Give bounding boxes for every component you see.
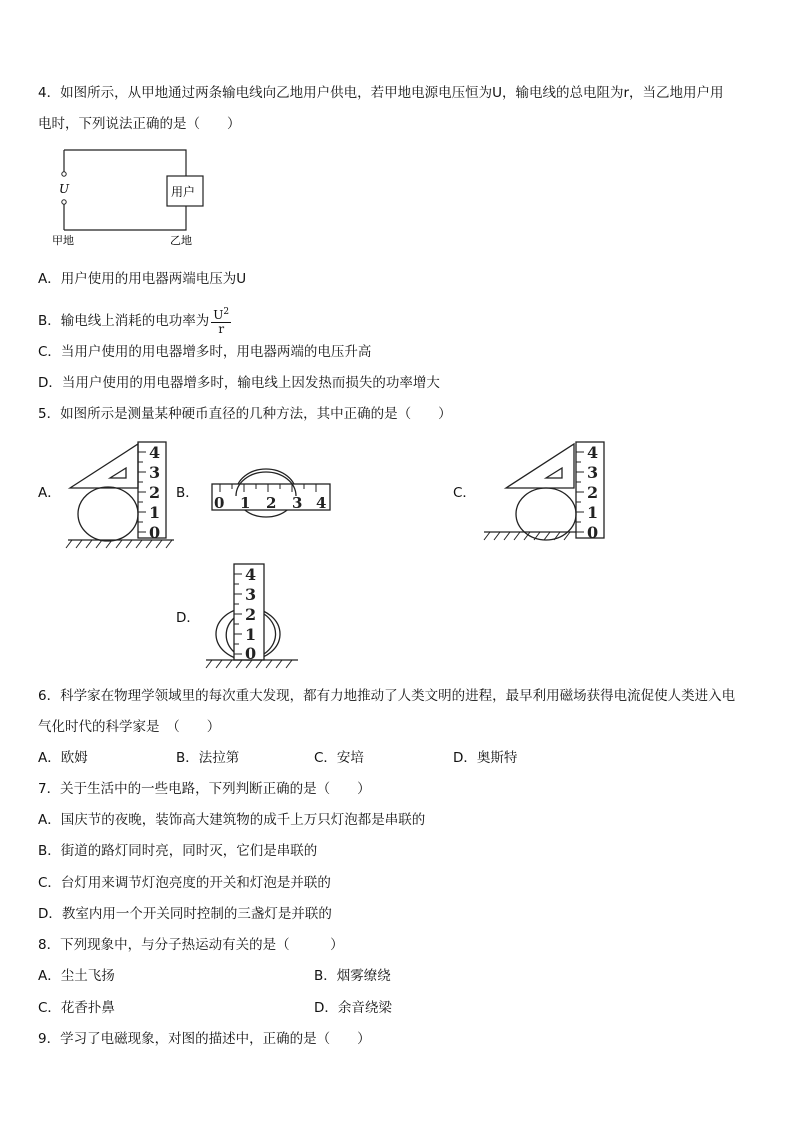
q6-stem-line2: 气化时代的科学家是 （ ） xyxy=(38,719,221,735)
ruler-label-2: 2 xyxy=(587,483,599,502)
q4-option-c: C．当用户使用的用电器增多时，用电器两端的电压升高 xyxy=(38,344,372,360)
coin-visible-left xyxy=(226,618,234,652)
q5-label-d: D． xyxy=(176,610,200,626)
terminal-bottom xyxy=(62,200,66,204)
q8-stem: 8．下列现象中，与分子热运动有关的是（ ） xyxy=(38,937,344,953)
circuit-bottom-wire xyxy=(64,206,186,230)
q4-option-b xyxy=(38,304,231,338)
q7-option-a: A．国庆节的夜晚，装饰高大建筑物的成千上万只灯泡都是串联的 xyxy=(38,812,426,828)
q6-option-a: A．欧姆 xyxy=(38,750,88,766)
q6-option-b: B．法拉第 xyxy=(176,750,240,766)
terminal-top xyxy=(62,172,66,176)
q4-stem-line2: 电时，下列说法正确的是（ ） xyxy=(38,116,241,132)
q4-option-b-prefix: B．输电线上消耗的电功率为 xyxy=(38,313,210,329)
q4-stem-line1: 4．如图所示，从甲地通过两条输电线向乙地用户供电，若甲地电源电压恒为U，输电线的总电阻为r，当乙地用户用 xyxy=(38,85,724,101)
ruler-label-0: 0 xyxy=(214,494,225,512)
ruler-label-2: 2 xyxy=(149,483,161,502)
ruler-label-4: 4 xyxy=(245,565,257,584)
ruler-label-1: 1 xyxy=(587,503,599,522)
ruler-label-2: 2 xyxy=(245,605,257,624)
ruler-label-0: 0 xyxy=(245,644,257,663)
q4-circuit-diagram xyxy=(50,146,210,246)
ruler-label-3: 3 xyxy=(587,463,599,482)
q4-option-d: D．当用户使用的用电器增多时，输电线上因发热而损失的功率增大 xyxy=(38,375,440,391)
coin xyxy=(78,487,138,541)
q9-stem: 9．学习了电磁现象，对图的描述中，正确的是（ ） xyxy=(38,1031,371,1047)
ruler-label-3: 3 xyxy=(245,585,257,604)
ruler-label-3: 3 xyxy=(292,494,303,512)
source-label: U xyxy=(59,182,70,196)
ruler-tick-marks xyxy=(138,452,146,532)
user-box-label: 用户 xyxy=(171,185,196,199)
ruler-label-4: 4 xyxy=(587,443,599,462)
q5-figure-d xyxy=(204,562,304,674)
ruler-label-0: 0 xyxy=(587,523,599,542)
q7-option-c: C．台灯用来调节灯泡亮度的开关和灯泡是并联的 xyxy=(38,875,331,891)
q8-option-b: B．烟雾缭绕 xyxy=(314,968,391,984)
ruler-label-3: 3 xyxy=(149,463,161,482)
q8-option-a: A．尘土飞扬 xyxy=(38,968,115,984)
right-place-label: 乙地 xyxy=(170,234,192,247)
coin-visible-right xyxy=(264,614,276,654)
ruler-label-1: 1 xyxy=(245,625,257,644)
power-fraction xyxy=(211,306,231,336)
set-square-inner xyxy=(110,468,126,478)
q6-stem-line1: 6．科学家在物理学领域里的每次重大发现，都有力地推动了人类文明的进程，最早利用磁场获得电流促使人类进入电 xyxy=(38,688,736,704)
ruler-label-0: 0 xyxy=(149,523,161,542)
q5-figure-c xyxy=(482,438,608,550)
set-square xyxy=(506,444,574,488)
left-place-label: 甲地 xyxy=(52,234,74,247)
q7-option-b: B．街道的路灯同时亮，同时灭，它们是串联的 xyxy=(38,843,318,859)
q5-stem: 5．如图所示是测量某种硬币直径的几种方法，其中正确的是（ ） xyxy=(38,406,452,422)
ruler-label-4: 4 xyxy=(316,494,327,512)
fraction-denominator: r xyxy=(218,322,225,336)
q5-label-b: B． xyxy=(176,485,199,501)
fraction-numerator: $U^2$ xyxy=(213,307,230,322)
q5-label-c: C． xyxy=(453,485,476,501)
set-square-inner xyxy=(546,468,562,478)
q5-label-a: A． xyxy=(38,485,61,501)
q7-stem: 7．关于生活中的一些电路，下列判断正确的是（ ） xyxy=(38,781,371,797)
ruler-label-1: 1 xyxy=(240,494,251,512)
ruler-label-1: 1 xyxy=(149,503,161,522)
q5-figure-b xyxy=(210,466,334,522)
q7-option-d: D．教室内用一个开关同时控制的三盏灯是并联的 xyxy=(38,906,332,922)
q6-option-d: D．奥斯特 xyxy=(453,750,518,766)
q4-option-a: A．用户使用的用电器两端电压为U xyxy=(38,271,247,287)
q8-option-d: D．余音绕梁 xyxy=(314,1000,392,1016)
q6-option-c: C．安培 xyxy=(314,750,364,766)
q8-option-c: C．花香扑鼻 xyxy=(38,1000,115,1016)
q5-figure-a xyxy=(66,438,178,550)
set-square xyxy=(70,444,138,488)
fraction-exponent: 2 xyxy=(223,307,230,317)
ruler-tick-marks xyxy=(576,452,584,532)
ruler-label-2: 2 xyxy=(266,494,277,512)
circuit-top-wire xyxy=(64,150,186,176)
ruler-label-4: 4 xyxy=(149,443,161,462)
